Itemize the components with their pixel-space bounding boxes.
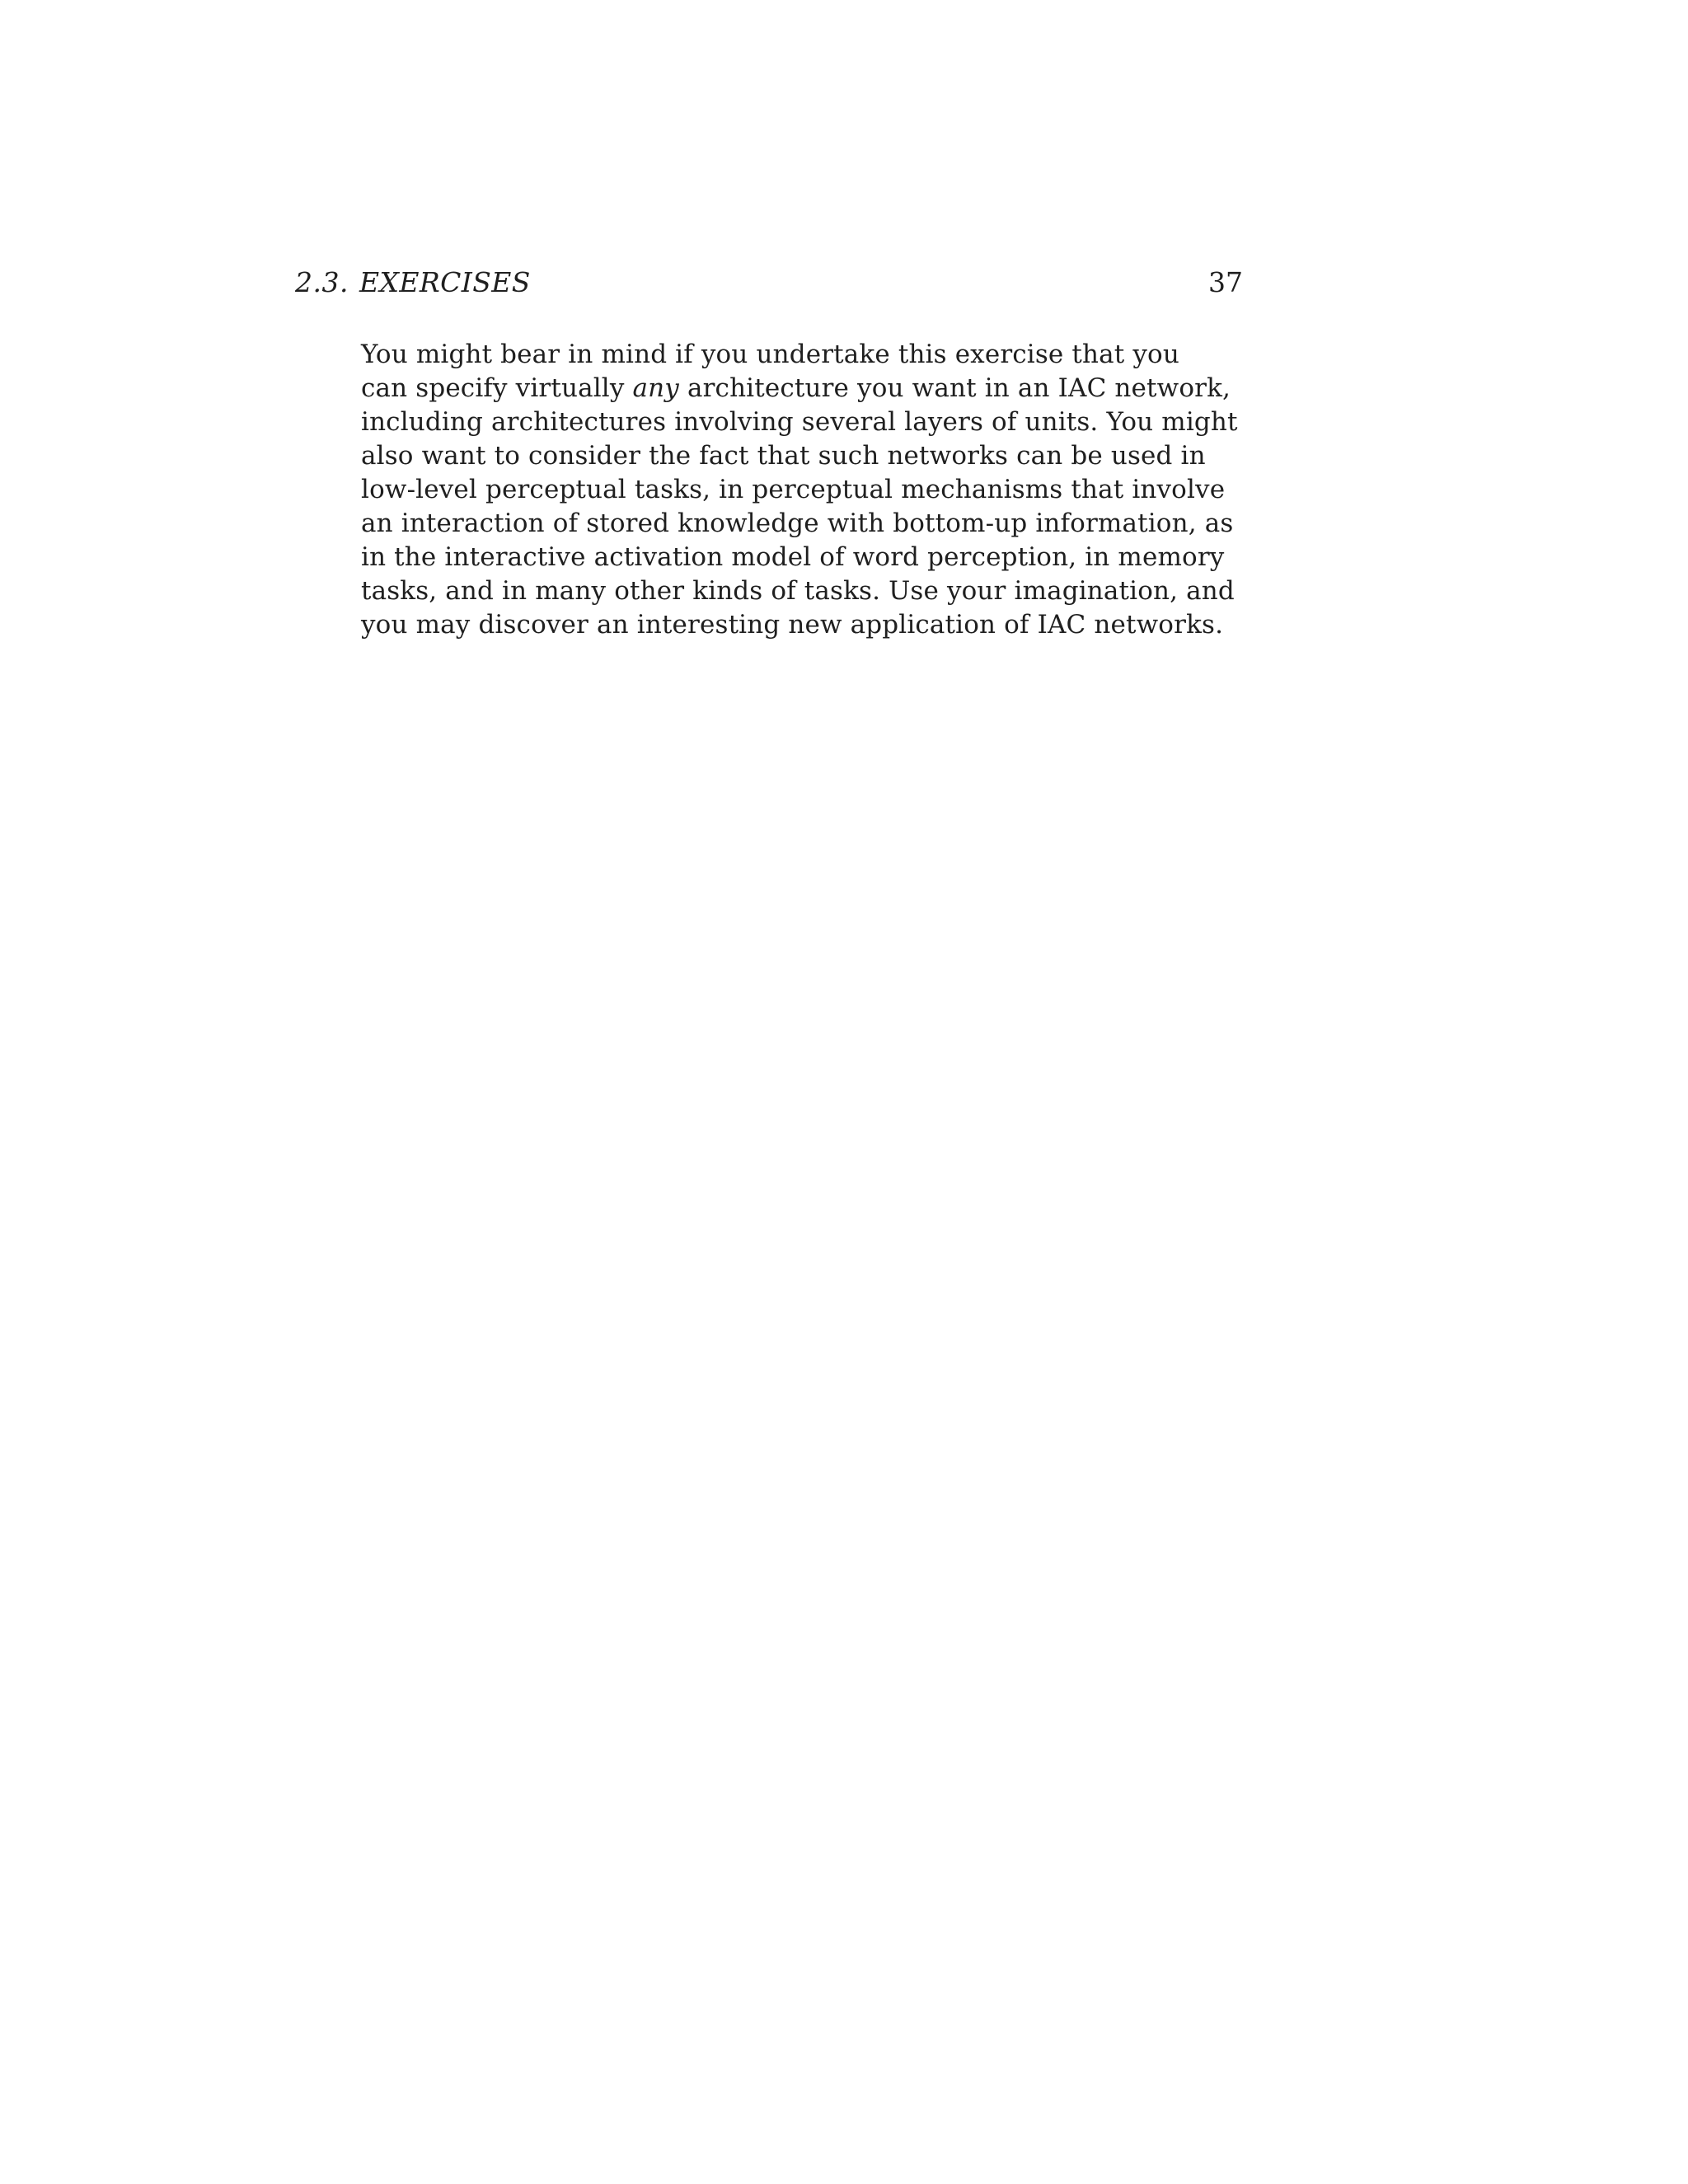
paragraph-line-3: including architectures involving several layers of units. You might xyxy=(361,407,1238,437)
line-2-start-text: can specify virtually xyxy=(361,373,633,403)
paragraph-line-2 xyxy=(361,372,1231,405)
section-number: 2.3. xyxy=(295,266,349,298)
page-number: 37 xyxy=(1208,266,1243,298)
line-2-end-text: architecture you want in an IAC network, xyxy=(678,373,1231,403)
paragraph-line-7: in the interactive activation model of word perception, in memory xyxy=(361,542,1225,572)
paragraph-line-8: tasks, and in many other kinds of tasks. Use your imagination, and xyxy=(361,576,1235,606)
paragraph-line-1: You might bear in mind if you undertake this exercise that you xyxy=(361,340,1179,369)
paragraph-line-9: you may discover an interesting new application of IAC networks. xyxy=(361,610,1224,640)
exercise-paragraph xyxy=(361,338,1238,642)
section-title: EXERCISES xyxy=(359,266,531,298)
paragraph-line-5: low-level perceptual tasks, in perceptual mechanisms that involve xyxy=(361,475,1226,504)
paragraph-line-4: also want to consider the fact that such networks can be used in xyxy=(361,441,1206,471)
running-head xyxy=(295,262,1243,303)
emphasized-word: any xyxy=(632,373,679,403)
paragraph-line-6: an interaction of stored knowledge with bottom-up information, as xyxy=(361,509,1234,538)
